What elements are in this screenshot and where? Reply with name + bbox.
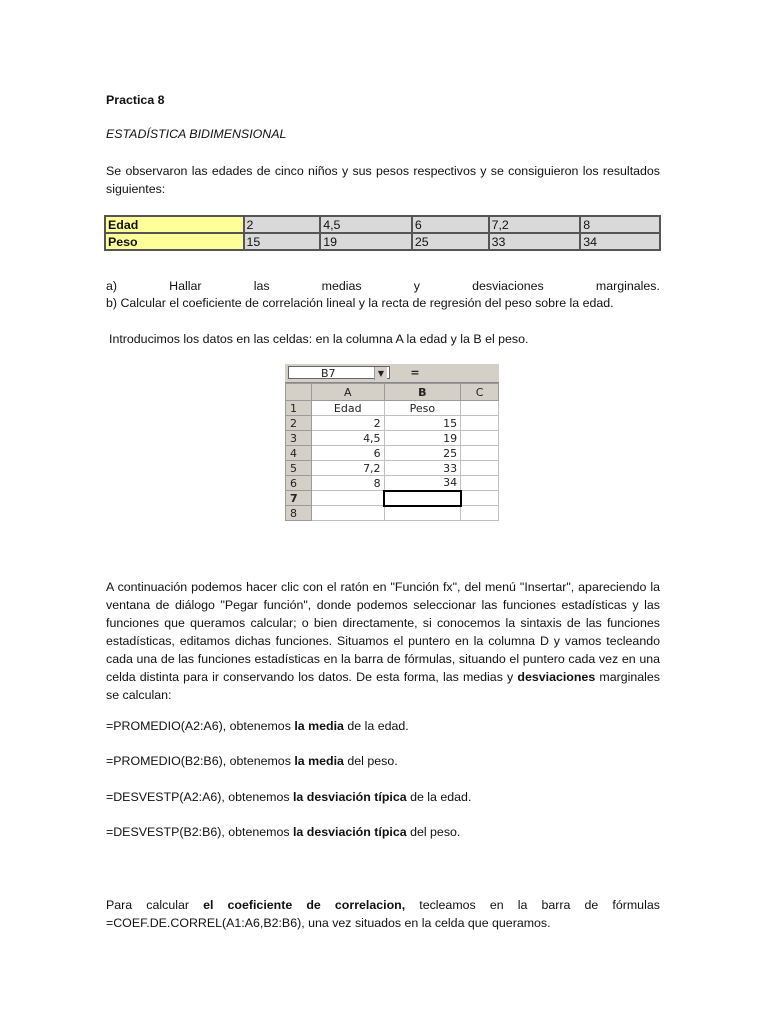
row-header[interactable]: 8: [286, 506, 312, 521]
formula-text: del peso.: [406, 825, 461, 839]
table-row: [105, 233, 660, 250]
cell[interactable]: [461, 461, 499, 476]
formula-text: de la edad.: [406, 790, 472, 804]
cell[interactable]: [461, 416, 499, 431]
correlation-word: fórmulas: [612, 898, 660, 912]
formula-line: [106, 790, 471, 804]
select-all-corner[interactable]: [286, 384, 312, 401]
formula-text: del peso.: [343, 754, 398, 768]
intro-paragraph: Se observaron las edades de cinco niños y sus pesos respectivos y se consiguieron los resultados siguientes:: [106, 164, 660, 196]
row-header[interactable]: 2: [286, 416, 312, 431]
table-row: [286, 461, 499, 476]
data-table: [104, 215, 661, 251]
cell[interactable]: 8: [311, 476, 384, 491]
column-header-c[interactable]: C: [461, 384, 499, 401]
data-note: Introducimos los datos en las celdas: en la columna A la edad y la B el peso.: [109, 332, 529, 346]
cell[interactable]: [311, 506, 384, 521]
task-word: Hallar: [169, 279, 202, 293]
task-a: [106, 279, 660, 293]
correlation-word: barra: [541, 898, 571, 912]
cell[interactable]: [461, 506, 499, 521]
correlation-word: calcular: [146, 898, 189, 912]
table-row: [286, 476, 499, 491]
cell[interactable]: 15: [384, 416, 461, 431]
cell[interactable]: Peso: [384, 401, 461, 416]
task-word: a): [106, 279, 118, 293]
cell[interactable]: 34: [384, 476, 461, 491]
column-header-row: [286, 384, 499, 401]
formula-line: [106, 754, 398, 768]
name-box[interactable]: B7: [288, 366, 390, 379]
table-cell: 8: [580, 216, 660, 233]
formula-line: [106, 825, 460, 839]
table-cell: 2: [244, 216, 321, 233]
cell[interactable]: 19: [384, 431, 461, 446]
cell[interactable]: [461, 476, 499, 491]
explanation-paragraph: [106, 578, 660, 704]
equals-button[interactable]: =: [410, 366, 420, 379]
table-cell: 6: [412, 216, 489, 233]
correlation-word: la: [517, 898, 528, 912]
formula-bold: la desviación típica: [292, 790, 407, 804]
task-word: desviaciones: [472, 279, 544, 293]
formula-bold: la desviación típica: [292, 825, 407, 839]
cell[interactable]: 7,2: [311, 461, 384, 476]
task-word: y: [413, 279, 420, 293]
correlation-word: de: [306, 898, 321, 912]
formula-bar: [285, 364, 499, 383]
task-word: marginales.: [595, 279, 660, 293]
column-header-b[interactable]: B: [384, 384, 461, 401]
correlation-word: coeficiente: [227, 898, 293, 912]
row-label: Peso: [105, 233, 244, 250]
table-row: [286, 506, 499, 521]
formula-line: [106, 719, 409, 733]
correlation-word: correlacion,: [334, 898, 406, 912]
cell[interactable]: [461, 431, 499, 446]
table-row: [286, 401, 499, 416]
cell[interactable]: 2: [311, 416, 384, 431]
row-header[interactable]: 6: [286, 476, 312, 491]
explanation-text: A continuación podemos hacer clic con el ratón en "Función fx", del menú "Insertar", apareciendo la ventana de diálogo "Pegar función", donde podemos seleccionar las funciones estadísticas y las funciones que queramos calcular; o bien directamente, si conocemos la sintaxis de las funciones estadísticas, editamos dichas funciones. Situamos el puntero en la columna D y vamos tecleando cada una de las funciones estadísticas en la barra de fórmulas, situando el puntero cada vez en una celda distinta para ir conservando los datos. De esta forma, las medias y: [106, 580, 660, 684]
formula-text: =DESVESTP(A2:A6), obtenemos: [106, 790, 293, 804]
table-row: [286, 491, 499, 506]
correlation-word: tecleamos: [419, 898, 476, 912]
active-cell[interactable]: [384, 491, 461, 506]
table-cell: 33: [489, 233, 581, 250]
cell[interactable]: [461, 446, 499, 461]
correlation-word: Para: [106, 898, 133, 912]
cell[interactable]: 33: [384, 461, 461, 476]
table-cell: 25: [412, 233, 489, 250]
page-title: Practica 8: [106, 93, 165, 107]
task-word: las: [253, 279, 270, 293]
formula-text: =PROMEDIO(A2:A6), obtenemos: [106, 719, 295, 733]
spreadsheet-grid: [285, 383, 499, 521]
row-header[interactable]: 7: [286, 491, 312, 506]
cell[interactable]: [384, 506, 461, 521]
row-header[interactable]: 1: [286, 401, 312, 416]
correlation-word: el: [203, 898, 214, 912]
correlation-paragraph: [106, 896, 660, 932]
section-subtitle: ESTADÍSTICA BIDIMENSIONAL: [106, 127, 287, 141]
task-b: b) Calcular el coeficiente de correlación lineal y la recta de regresión del peso sobre la edad.: [106, 296, 614, 310]
formula-text: =DESVESTP(B2:B6), obtenemos: [106, 825, 293, 839]
correlation-word: en: [489, 898, 504, 912]
cell[interactable]: 4,5: [311, 431, 384, 446]
table-row: [105, 216, 660, 233]
table-cell: 19: [320, 233, 412, 250]
row-header[interactable]: 4: [286, 446, 312, 461]
table-row: [286, 416, 499, 431]
row-header[interactable]: 5: [286, 461, 312, 476]
table-cell: 7,2: [489, 216, 581, 233]
correlation-line: [106, 896, 660, 914]
cell[interactable]: 25: [384, 446, 461, 461]
cell[interactable]: Edad: [311, 401, 384, 416]
explanation-text: marginales se calculan:: [106, 670, 660, 702]
cell[interactable]: [461, 401, 499, 416]
table-cell: 4,5: [320, 216, 412, 233]
correlation-word: de: [584, 898, 599, 912]
explanation-bold: desviaciones: [517, 670, 596, 684]
formula-text: de la edad.: [343, 719, 409, 733]
column-header-a[interactable]: A: [311, 384, 384, 401]
correlation-formula: =COEF.DE.CORREL(A1:A6,B2:B6), una vez situados en la celda que queramos.: [106, 916, 551, 930]
cell[interactable]: 6: [311, 446, 384, 461]
table-row: [286, 446, 499, 461]
task-word: medias: [321, 279, 362, 293]
table-cell: 34: [580, 233, 660, 250]
row-header[interactable]: 3: [286, 431, 312, 446]
dropdown-arrow-icon[interactable]: ▼: [374, 367, 387, 380]
row-label: Edad: [105, 216, 244, 233]
table-cell: 15: [244, 233, 321, 250]
spreadsheet-screenshot: [285, 364, 499, 532]
formula-bold: la media: [294, 754, 344, 768]
cell[interactable]: [311, 491, 384, 506]
formula-bold: la media: [294, 719, 344, 733]
cell[interactable]: [461, 491, 499, 506]
formula-text: =PROMEDIO(B2:B6), obtenemos: [106, 754, 295, 768]
table-row: [286, 431, 499, 446]
